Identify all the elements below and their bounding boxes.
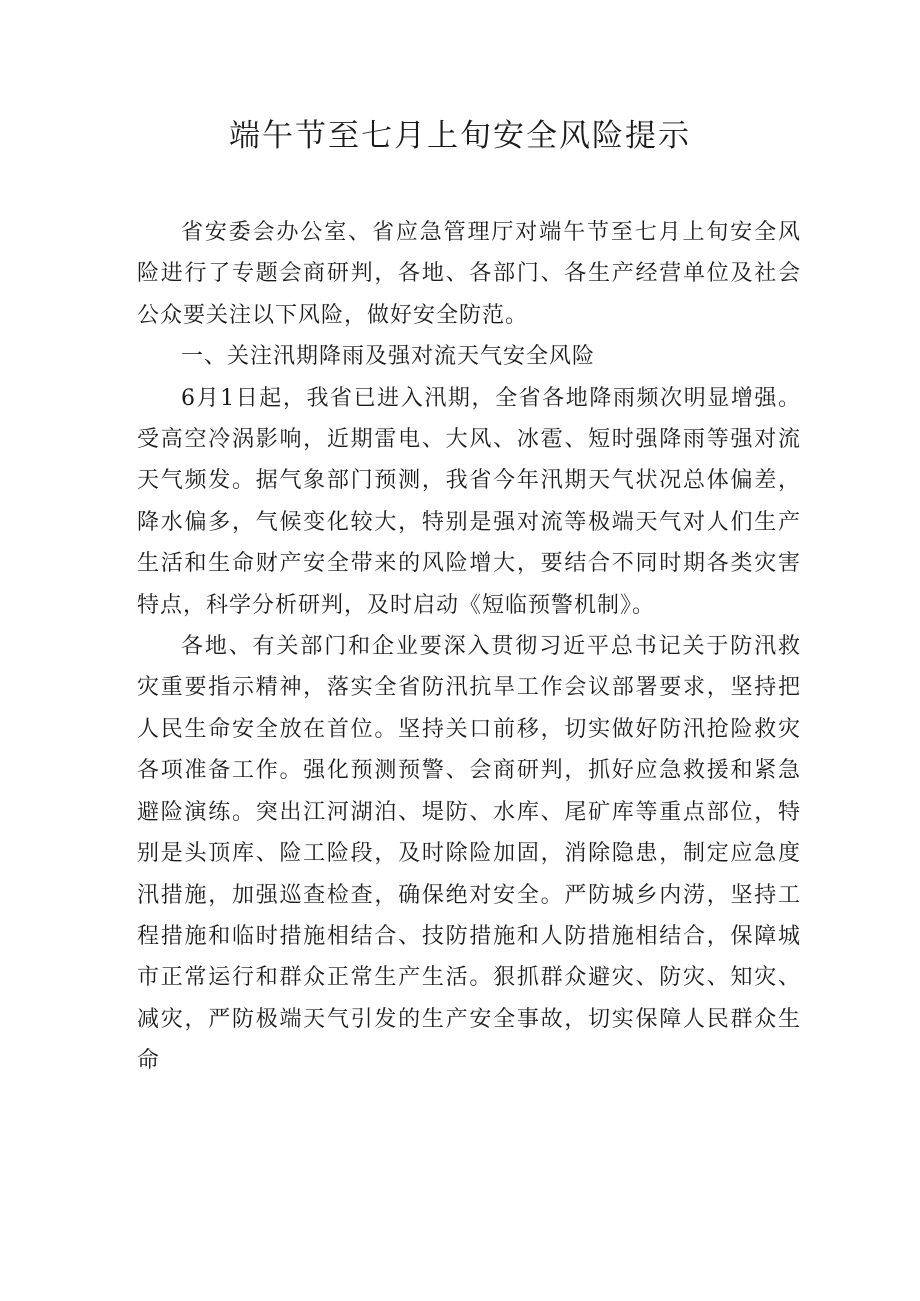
intro-paragraph: 省安委会办公室、省应急管理厅对端午节至七月上旬安全风险进行了专题会商研判，各地、各部门、各生产经营单位及社会公众要关注以下风险，做好安全防范。 bbox=[137, 220, 801, 328]
document-body bbox=[137, 212, 801, 1082]
section-heading: 一、关注汛期降雨及强对流天气安全风险 bbox=[181, 344, 596, 370]
body-paragraph: 各地、有关部门和企业要深入贯彻习近平总书记关于防汛救灾重要指示精神，落实全省防汛抗旱工作会议部署要求，坚持把人民生命安全放在首位。坚持关口前移，切实做好防汛抢险救灾各项准备工作。强化预测预警、会商研判，抓好应急救援和紧急避险演练。突出江河湖泊、堤防、水库、尾矿库等重点部位，特别是头顶库、险工险段，及时除险加固，消除隐患，制定应急度汛措施，加强巡查检查，确保绝对安全。严防城乡内涝，坚持工程措施和临时措施相结合、技防措施和人防措施相结合，保障城市正常运行和群众正常生产生活。狠抓群众避灾、防灾、知灾、减灾，严防极端天气引发的生产安全事故，切实保障人民群众生命 bbox=[137, 634, 801, 1074]
body-paragraph: 6月1日起，我省已进入汛期，全省各地降雨频次明显增强。受高空冷涡影响，近期雷电、大风、冰雹、短时强降雨等强对流天气频发。据气象部门预测，我省今年汛期天气状况总体偏差，降水偏多，气候变化较大，特别是强对流等极端天气对人们生产生活和生命财产安全带来的风险增大，要结合不同时期各类灾害特点，科学分析研判，及时启动《短临预警机制》。 bbox=[137, 385, 801, 618]
document-title: 端午节至七月上旬安全风险提示 bbox=[229, 118, 691, 154]
